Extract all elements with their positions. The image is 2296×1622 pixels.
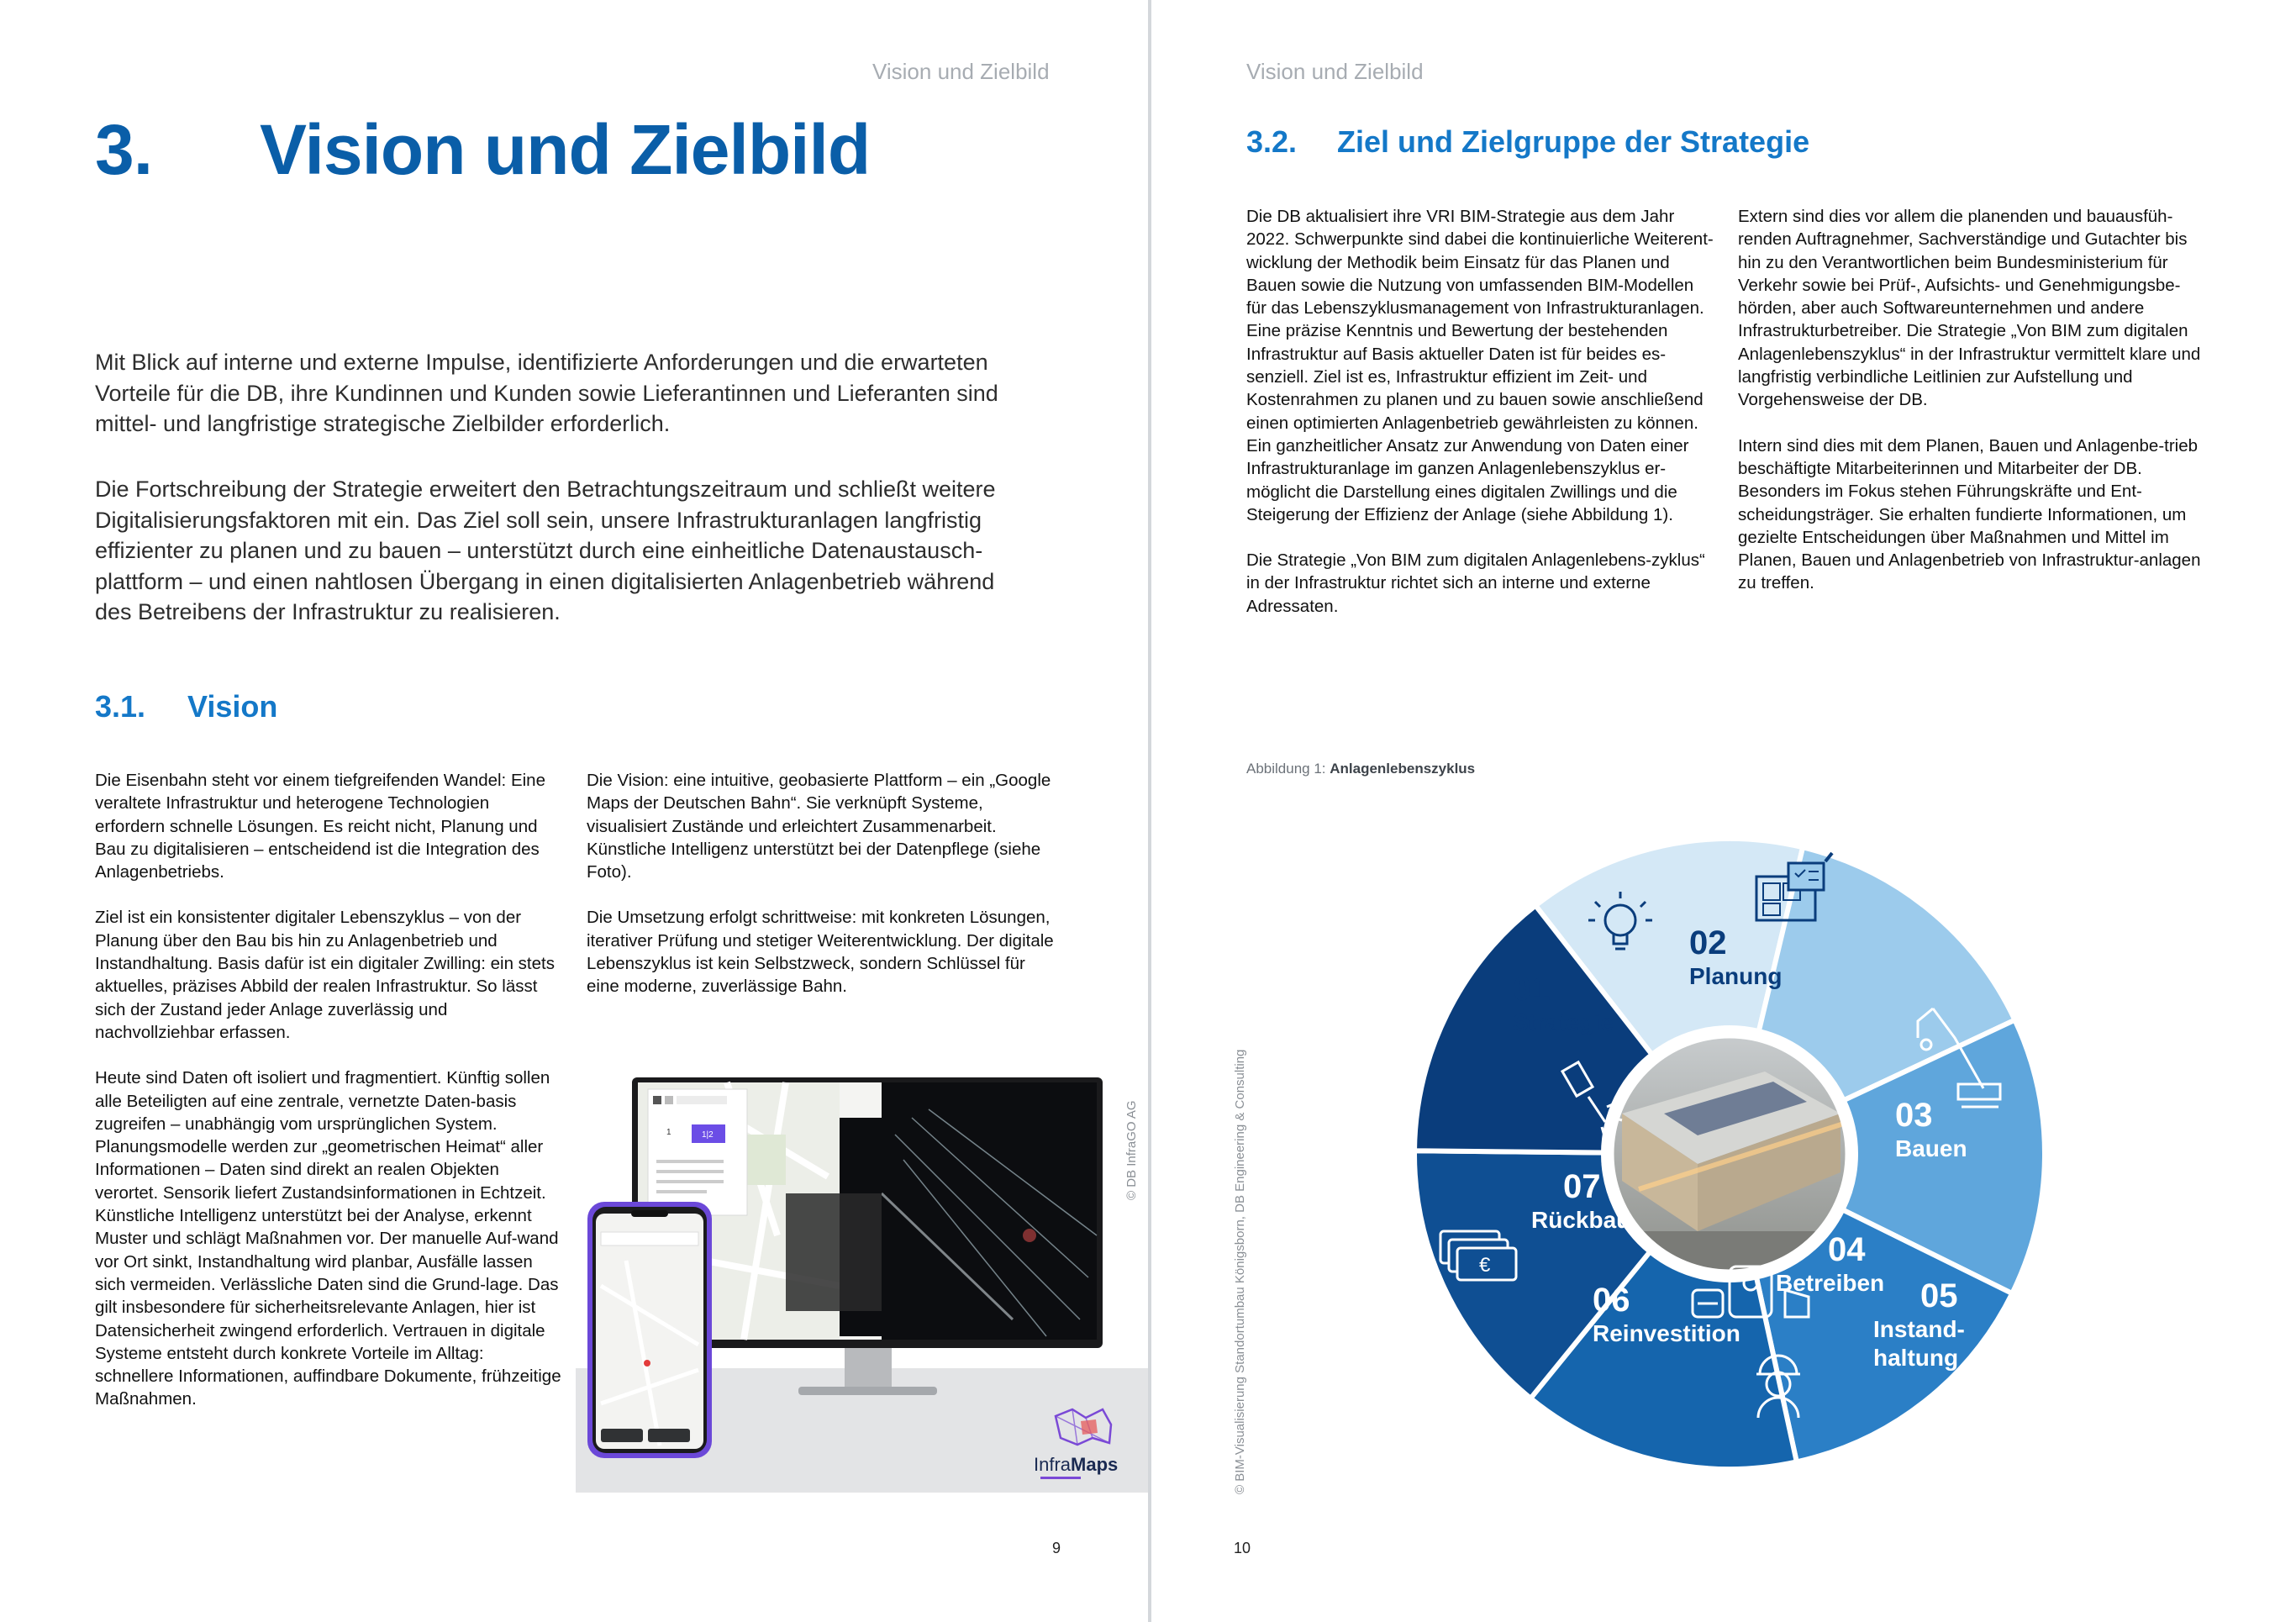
figure-caption (1246, 761, 1475, 777)
lifecycle-number-04: 04 (1828, 1231, 1866, 1268)
running-head: Vision und Zielbild (1246, 59, 1424, 84)
lifecycle-number-07: 07 (1563, 1168, 1601, 1205)
svg-text:1|2: 1|2 (702, 1130, 714, 1140)
section-number: 3.1. (95, 689, 146, 724)
lifecycle-label-05: haltung (1873, 1345, 1959, 1371)
lifecycle-number-05: 05 (1920, 1277, 1958, 1314)
inframaps-wordmark (1034, 1454, 1118, 1476)
lifecycle-label-01: Strategie (1513, 1009, 1614, 1035)
lifecycle-number-03: 03 (1895, 1097, 1933, 1134)
figure-credit: © BIM-Visualisierung Standortumbau Königsborn, DB Engineering & Consulting (1233, 1049, 1247, 1494)
lifecycle-number-01: 01 (1513, 971, 1551, 1008)
lifecycle-wheel (1412, 836, 2046, 1471)
lifecycle-label-02: Planung (1689, 963, 1783, 989)
lifecycle-number-02: 02 (1689, 924, 1727, 961)
vision-column-1 (95, 769, 561, 1434)
svg-text:1: 1 (666, 1128, 671, 1137)
body-paragraph: Ziel ist ein konsistenter digitaler Lebenszyklus – von der Planung über den Bau bis hin zu Anlagenbetrieb und Instandhaltung. Basis dafür ist ein digitaler Zwilling: ein stets aktuelles, präzises Abbild der realen Infrastruktur. So lässt sich der Zustand jeder Anlage zuverlässig und nachvollziehbar erfassen. (95, 908, 555, 1042)
lifecycle-label-06: Reinvestition (1593, 1320, 1740, 1346)
logo-text-infra: Infra (1034, 1454, 1072, 1475)
logo-underline (1040, 1477, 1081, 1479)
section-title: Vision (187, 689, 278, 724)
body-paragraph: Die Vision: eine intuitive, geobasierte Plattform – ein „Google Maps der Deutschen Bahn“. Sie verknüpft Systeme, visualisiert Zustände und erleichtert Zusammenarbeit. Künstliche Intelligenz unterstützt bei der Datenpflege (siehe Foto). (587, 771, 1051, 882)
map-logo-icon (1051, 1399, 1118, 1450)
lifecycle-label-04: Betreiben (1776, 1270, 1885, 1296)
page-number: 9 (1052, 1540, 1061, 1556)
ziel-column-2 (1738, 205, 2209, 618)
section-heading-vision (95, 689, 277, 724)
intro-paragraph-1: Mit Blick auf interne und externe Impulse, identifizierte Anforderungen und die erwarteten Vorteile für die DB, ihre Kundinnen und Kunden sowie Lieferantinnen und Lieferanten sind mittel- und langfristige strategische Zielbilder erforderlich. (95, 350, 998, 436)
page-10 (1151, 0, 2296, 1622)
body-paragraph: Extern sind dies vor allem die planenden und bauausfüh-renden Auftragnehmer, Sachverständige und Gutachter bis hin zu den Verantwortlichen beim Bundesministerium für Verkehr sowie bei Prüf-, Aufsichts- und Genehmigungsbe-hörden, aber auch Softwareunternehmen und andere Infrastrukturbetreiber. Die Strategie „Von BIM zum digitalen Anlagenlebenszyklus“ in der Infrastruktur vermittelt klare und langfristig verbindliche Leitlinien zur Aufstellung und Vorgehensweise der DB. (1738, 207, 2201, 410)
body-paragraph: Heute sind Daten oft isoliert und fragmentiert. Künftig sollen alle Beteiligten auf eine zentrale, vernetzte Daten-basis zugreifen – unabhängig vom ursprünglichen System. Planungsmodelle werden zur „geometrischen Heimat“ aller Informationen – Daten sind direkt an realen Objekten verortet. Sensorik liefert Zustandsinformationen in Echtzeit. Künstliche Intelligenz unterstützt bei der Analyse, erkennt Muster und schlägt Maßnahmen vor. Der manuelle Auf-wand vor Ort sinkt, Instandhaltung wird planbar, Ausfälle lassen sich vermeiden. Verlässliche Daten sind die Grund-lage. Das gilt insbesondere für sicherheitsrelevante Anlagen, hier ist Datensicherheit zwingend erforderlich. Vertrauen in digitale Systeme entsteht durch konkrete Vorteile im Alltag: schnellere Informationen, auffindbare Dokumente, frühzeitige Maßnahmen. (95, 1068, 561, 1409)
lifecycle-label-03: Bauen (1895, 1135, 1967, 1161)
section-title: Ziel und Zielgruppe der Strategie (1337, 124, 1810, 159)
chapter-title: Vision und Zielbild (260, 110, 871, 189)
lifecycle-number-06: 06 (1593, 1282, 1630, 1319)
intro-paragraph-2: Die Fortschreibung der Strategie erweitert den Betrachtungszeitraum und schließt weitere Digitalisierungsfaktoren mit ein. Das Ziel soll sein, unsere Infrastrukturanlagen langfristig effizienter zu planen und zu bauen – unterstützt durch eine einheitliche Datenaustausch-plattform – und einen nahtlosen Übergang in einen digitalisierten Anlagenbetrieb während des Betreibens der Infrastruktur zu realisieren. (95, 477, 996, 624)
ziel-column-1 (1246, 205, 1717, 640)
money-icon (1440, 1231, 1516, 1280)
running-head: Vision und Zielbild (872, 59, 1050, 84)
body-paragraph: Die Umsetzung erfolgt schrittweise: mit konkreten Lösungen, iterativer Prüfung und stetiger Weiterentwicklung. Der digitale Lebenszyklus ist kein Selbstzweck, sondern Schlüssel für eine moderne, zuverlässige Bahn. (587, 908, 1054, 997)
inframaps-photo (576, 1067, 1148, 1493)
figure-caption-title: Anlagenlebenszyklus (1330, 761, 1476, 777)
section-number: 3.2. (1246, 124, 1298, 159)
body-paragraph: Intern sind dies mit dem Planen, Bauen und Anlagenbe-trieb beschäftigte Mitarbeiterinnen und Mitarbeiter der DB. Besonders im Fokus stehen Führungskräfte und Ent-scheidungsträger. Sie erhalten fundierte Informationen, um gezielte Entscheidungen über Maßnahmen und Mittel im Planen, Bauen und Anlagenbetrieb von Infrastruktur-anlagen zu treffen. (1738, 435, 2201, 593)
page-number: 10 (1234, 1540, 1251, 1556)
figure-caption-prefix: Abbildung 1: (1246, 761, 1330, 777)
body-paragraph: Die DB aktualisiert ihre VRI BIM-Strategie aus dem Jahr 2022. Schwerpunkte sind dabei die kontinuierliche Weiterent-wicklung der Methodik beim Einsatz für das Planen und Bauen sowie die Nutzung von umfassenden BIM-Modellen für das Lebenszyklusmanagement von Infrastrukturanlagen. Eine präzise Kenntnis und Bewertung der bestehenden Infrastruktur auf Basis aktueller Daten ist für beides es-senziell. Ziel ist es, Infrastruktur effizient im Zeit- und Kostenrahmen zu planen und zu bauen sowie anschließend einen optimierten Anlagenbetrieb gewährleisten zu können. Ein ganzheitlicher Ansatz zur Anwendung von Daten einer Infrastrukturanlage im ganzen Anlagenlebenszyklus er-möglicht die Darstellung eines digitalen Zwillings und die Steigerung der Effizienz der Anlage (siehe Abbildung 1). (1246, 207, 1714, 524)
body-paragraph: Die Strategie „Von BIM zum digitalen Anlagenlebens-zyklus“ in der Infrastruktur richtet sich an interne und externe Adressaten. (1246, 550, 1705, 616)
vision-column-2 (587, 769, 1057, 1021)
chapter-number: 3. (95, 110, 153, 189)
lifecycle-label-05: Instand- (1873, 1316, 1965, 1342)
lifecycle-label-07: Rückbau (1531, 1207, 1631, 1233)
section-heading-ziel (1246, 124, 1809, 160)
body-paragraph: Die Eisenbahn steht vor einem tiefgreifenden Wandel: Eine veraltete Infrastruktur und heterogene Technologien erfordern schnelle Lösungen. Es reicht nicht, Planung und Bau zu digitalisieren – entscheidend ist die Integration des Anlagenbetriebs. (95, 771, 545, 882)
inframaps-logo (1034, 1399, 1139, 1479)
svg-text:€: € (1479, 1254, 1491, 1277)
logo-text-maps: Maps (1071, 1454, 1119, 1475)
photo-credit: © DB InfraGO AG (1124, 1100, 1139, 1200)
